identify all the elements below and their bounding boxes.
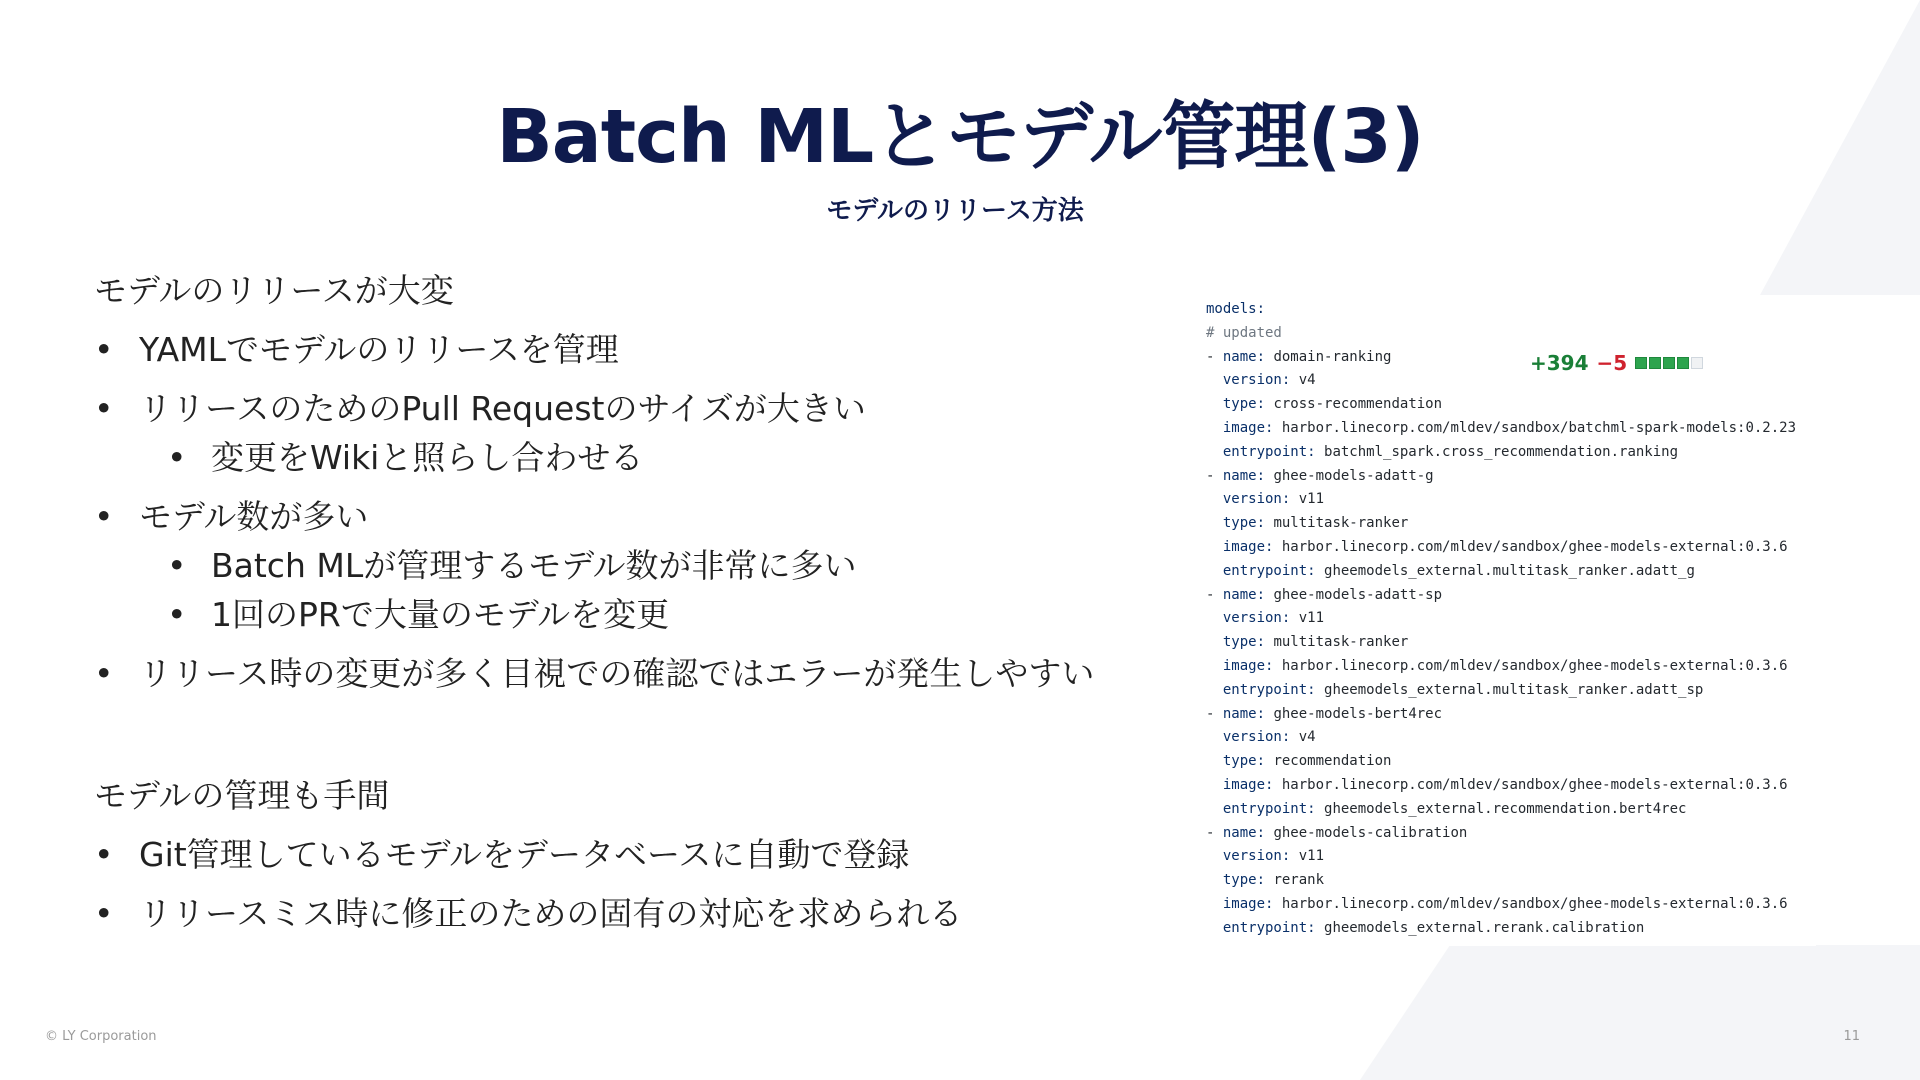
code-model-version: v4 [1298, 729, 1316, 746]
code-model-name: ghee-models-bert4rec [1273, 705, 1443, 722]
code-model-image: harbor.linecorp.com/mldev/sandbox/batchml-spark-models:0.2.23 [1281, 419, 1797, 436]
code-model-entrypoint: gheemodels_external.rerank.calibration [1324, 919, 1645, 936]
diff-additions: +394 [1530, 351, 1589, 375]
code-model-image: harbor.linecorp.com/mldev/sandbox/ghee-models-external:0.3.6 [1281, 895, 1788, 912]
code-model-type: rerank [1273, 872, 1325, 889]
code-model-image: harbor.linecorp.com/mldev/sandbox/ghee-models-external:0.3.6 [1281, 776, 1788, 793]
code-model-version: v11 [1298, 491, 1325, 508]
section-heading-release: モデルのリリースが大変 [94, 271, 454, 310]
bullet-auto-register: • Git管理しているモデルをデータベースに自動で登録 [94, 832, 1194, 878]
management-bullets [94, 832, 1194, 937]
release-bullets [94, 327, 1194, 697]
code-model-image: harbor.linecorp.com/mldev/sandbox/ghee-models-external:0.3.6 [1281, 538, 1788, 555]
diffstat-box-added [1663, 357, 1675, 369]
diffstat-box-neutral [1691, 357, 1703, 369]
sub-bullets-pr-size [139, 435, 1194, 481]
code-model-name: ghee-models-calibration [1273, 824, 1468, 841]
bullet-model-count: • モデル数が多い • Batch MLが管理するモデル数が非常に多い • 1回のPRで大量のモデルを変更 [94, 494, 1194, 638]
diff-deletions: −5 [1596, 351, 1628, 375]
code-model-type: multitask-ranker [1273, 515, 1409, 532]
code-model-name: domain-ranking [1273, 348, 1392, 365]
bullet-yaml: • YAMLでモデルのリリースを管理 [94, 327, 1194, 373]
code-model-image: harbor.linecorp.com/mldev/sandbox/ghee-models-external:0.3.6 [1281, 657, 1788, 674]
code-model-name: ghee-models-adatt-sp [1273, 586, 1443, 603]
section-heading-management: モデルの管理も手間 [94, 776, 390, 815]
bullet-pr-size: • リリースのためのPull Requestのサイズが大きい • 変更をWikiと照らし合わせる [94, 386, 1194, 481]
code-model-entrypoint: gheemodels_external.multitask_ranker.adatt_g [1324, 562, 1695, 579]
diffstat-boxes [1635, 357, 1705, 369]
bullet-visual-check: • リリース時の変更が多く目視での確認ではエラーが発生しやすい [94, 651, 1194, 697]
code-model-entrypoint: gheemodels_external.recommendation.bert4rec [1324, 800, 1687, 817]
code-model-type: multitask-ranker [1273, 634, 1409, 651]
diffstat-box-added [1677, 357, 1689, 369]
yaml-code-panel [1206, 298, 1816, 946]
sub-bullet-bulk-change: • 1回のPRで大量のモデルを変更 [94, 592, 1194, 638]
code-model-name: ghee-models-adatt-g [1273, 467, 1434, 484]
slide-title: Batch MLとモデル管理(3) [496, 94, 1424, 180]
code-model-version: v11 [1298, 610, 1325, 627]
background-shape-bottom-right [1360, 945, 1920, 1080]
sub-bullet-many-models: • Batch MLが管理するモデル数が非常に多い [94, 543, 1194, 589]
sub-bullet-wiki: • 変更をWikiと照らし合わせる [94, 435, 1194, 481]
diffstat [1530, 351, 1705, 375]
diffstat-box-added [1649, 357, 1661, 369]
sub-bullets-model-count [139, 543, 1194, 638]
code-model-type: cross-recommendation [1273, 396, 1443, 413]
code-root-key: models: [1206, 301, 1266, 317]
code-model-version: v4 [1298, 372, 1316, 389]
code-comment: # updated [1206, 324, 1282, 341]
slide-subtitle: モデルのリリース方法 [826, 196, 1084, 226]
code-model-version: v11 [1298, 848, 1325, 865]
yaml-code: models: # updated - name: domain-ranking version: v4 type: cross-recommendation image: harbor.linecorp.com/mldev/sandbox/batchml-spark-models:0.2.23 entrypoint: batchml_spark.cross_recommendation.ranking - name: ghee-models-adatt-g version: v11 type: multitask-ranker image: harbor.linecorp.com/mldev/sandbox/ghee-models-external:0.3.6 entrypoint: gheemodels_external.multitask_ranker.adatt_g - name: ghee-models-adatt-sp version: v11 type: multitask-ranker image: harbor.linecorp.com/mldev/sandbox/ghee-models-external:0.3.6 entrypoint: gheemodels_external.multitask_ranker.adatt_sp - name: ghee-models-bert4rec version: v4 type: recommendation image: harbor.linecorp.com/mldev/sandbox/ghee-models-external:0.3.6 entrypoint: gheemodels_external.recommendation.bert4rec - name: ghee-models-calibration version: v11 type: rerank image: harbor.linecorp.com/mldev/sandbox/ghee-models-external:0.3.6 entrypoint: gheemodels_external.rerank.calibration [1206, 301, 1797, 936]
bullet-release-mistake: • リリースミス時に修正のための固有の対応を求められる [94, 891, 1194, 937]
code-model-entrypoint: batchml_spark.cross_recommendation.ranking [1324, 443, 1679, 460]
page-number: 11 [1843, 1029, 1860, 1044]
footer-copyright: © LY Corporation [45, 1029, 157, 1044]
content-left [94, 268, 1194, 937]
code-model-entrypoint: gheemodels_external.multitask_ranker.adatt_sp [1324, 681, 1704, 698]
code-model-type: recommendation [1273, 753, 1392, 770]
diffstat-box-added [1635, 357, 1647, 369]
